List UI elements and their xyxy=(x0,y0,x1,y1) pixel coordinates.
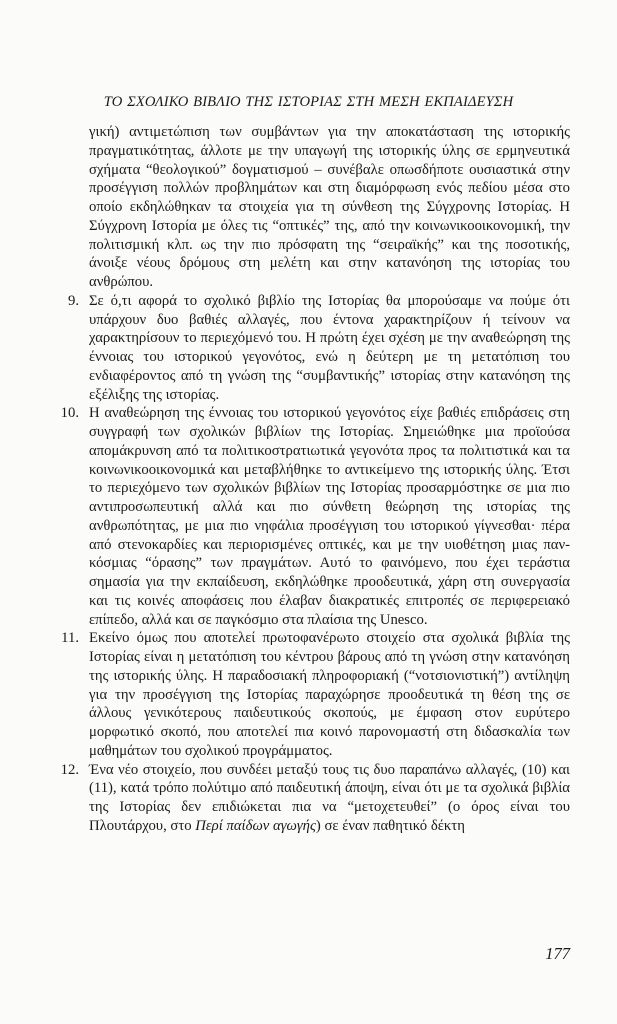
italic-book-title: Περί παίδων αγωγής xyxy=(195,817,316,834)
paragraph-text: Η αναθεώρηση της έννοιας του ιστορικού γεγονότος είχε βαθιές επιδράσεις στη συγγραφή των σχολικών βιβλίων της Ιστορίας. Σημειώθηκε μια προϊούσα απομάκρυνση από τα πολιτικοστρατιωτικά γεγονότα προς τα πολιτιστικά και τα κοινωνικοοικονομικά και μεταβλήθηκε το αντικείμενο της ιστορικής ύλης. Έτσι το περιεχόμενο των σχολικών βιβλίων της Ιστορίας προσαρμόστηκε σε μια πιο αντιπροσωπευτική αλλά και πιο σύνθετη θεώρηση της ιστορίας της ανθρωπότητας, με μια πιο νηφάλια προσέγγιση του ιστορικού γίγνεσθαι· πέρα από στενοκαρδίες και περιορισμένες οπτικές, και με την υιοθέτηση μιας παν-κόσμιας “όρασης” των πραγμάτων. Αυτό το φαινόμενο, που έχει τεράστια σημασία για την εκπαίδευση, εκδηλώθηκε προοδευτικά, χάρη στη συνεργασία και τις κοινές αποφάσεις που έλαβαν διακρατικές επιτροπές σε περιφερειακό επίπεδο, αλλά και σε παγκόσμιο στα πλαίσια της Unesco. xyxy=(89,405,570,628)
numbered-paragraph-9 xyxy=(67,292,570,405)
continuation-paragraph: γική) αντιμετώπιση των συμβάντων για την αποκατάσταση της ιστορικής πραγματικότητας, άλλοτε με την υπαγωγή της ιστορικής ύλης σε ερμηνευτικά σχήματα “θεολογικού” δογματισμού – συνέβαλε οπωσδήποτε ουσιαστικά στην προσέγγιση πολλών προβλημάτων και στη διαμόρφωση ενός πεδίου μέσα στο οποίο εκδηλώθηκαν τα στοιχεία για τη σύνθεση της Σύγχρονης Ιστορίας. Η Σύγχρονη Ιστορία με όλες τις “οπτικές” της, από την κοινωνικοοικονομική, την πολιτισμική κλπ. ως την πιο πρόσφατη της “σειραϊκής” και της ποσοτικής, άνοιξε νέους δρόμους στη μελέτη και στην κατανόηση της ιστορίας του ανθρώπου. xyxy=(89,124,570,290)
body-text xyxy=(60,123,570,836)
paragraph-number: 12. xyxy=(60,761,79,778)
numbered-paragraph-10 xyxy=(60,404,570,629)
running-header: ΤΟ ΣΧΟΛΙΚΟ ΒΙΒΛΙΟ ΤΗΣ ΙΣΤΟΡΙΑΣ ΣΤΗ ΜΕΣΗ ΕΚΠΑΙΔΕΥΣΗ xyxy=(103,94,514,110)
paragraph-text: Εκείνο όμως που αποτελεί πρωτοφανέρωτο στοιχείο στα σχολικά βιβλία της Ιστορίας είναι η μετατόπιση του κέντρου βάρους από τη γνώση στην κατανόηση της ιστορικής ύλης. Η παραδοσιακή πληροφοριακή (“νοτσιονιστική”) αντίληψη για την προσέγγιση της Ιστορίας παραχώρησε προοδευτικά τη θέση της σε άλλους γενικότερους παιδευτικούς σκοπούς, με έμφαση στον ευρύτερο μορφωτικό σκοπό, που αποτελεί πια κοινό παρονομαστή στη διδασκαλία των μαθημάτων του σχολικού προγράμματος. xyxy=(89,630,570,759)
paragraph-text: Σε ό,τι αφορά το σχολικό βιβλίο της Ιστορίας θα μπορούσαμε να πούμε ότι υπάρχουν δυο βαθιές αλλαγές, που έντονα χαρακτηρίζουν ή τείνουν να χαρακτηρίσουν το περιεχόμενό του. Η πρώτη έχει σχέση με την αναθεώρηση της έννοιας του ιστορικού γεγονότος, ενώ η δεύτερη με τη μετατόπιση του ενδιαφέροντος από τη γνώση της “συμβαντικής” ιστορίας στην κατανόηση της εξέλιξης της ιστορίας. xyxy=(89,292,570,403)
paragraph-number: 9. xyxy=(67,292,79,309)
paragraph-number: 10. xyxy=(60,405,79,422)
numbered-paragraph-11 xyxy=(61,629,570,760)
numbered-paragraph-12 xyxy=(60,761,570,836)
paragraph-text-end: ) σε έναν παθητικό δέκτη xyxy=(315,817,465,834)
paragraph-number: 11. xyxy=(61,630,79,647)
paragraph-text: Ένα νέο στοιχείο, που συνδέει μεταξύ τους τις δυο παραπάνω αλλαγές, (10) και (11), κατά τρόπο πολύτιμο από παιδευτική άποψη, είναι ότι με τα σχολικά βιβλία της Ιστορίας δεν επιδιώκεται πια να “μετοχετευθεί” (ο όρος είναι του Πλουτάρχου, στο xyxy=(89,761,570,834)
page-number: 177 xyxy=(545,944,570,963)
